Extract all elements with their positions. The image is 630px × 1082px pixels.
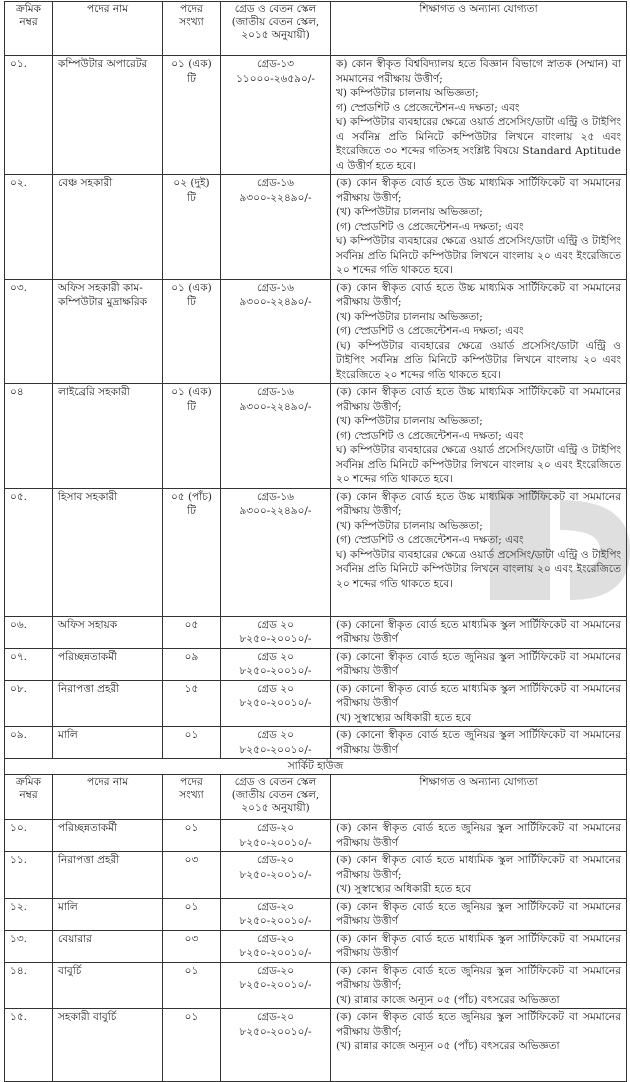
table-row [5, 930, 627, 962]
table-row [5, 279, 627, 384]
qualification-item: (খ) রান্নার কাজে অন্যূন ০৫ (পাঁচ) বৎসরের অভিজ্ঞতা [336, 993, 560, 1006]
serial-cell: ০৫. [5, 488, 53, 616]
table-row [5, 175, 627, 280]
serial-header: ক্রমিক নম্বর [5, 775, 53, 820]
grade-scale-cell: গ্রেড-২০ ৮২৫০-২০০১০/- [221, 962, 331, 1009]
post-count-cell: ১৫ [163, 680, 221, 727]
job-vacancy-table [4, 1, 627, 1082]
qualification-cell [331, 1009, 627, 1082]
grade-scale-cell: গ্রেড-২০ ৮২৫০-২০০১০/- [221, 852, 331, 899]
post-name-cell: অফিস সহকারী কাম-কম্পিউটার মুদ্রাক্ষরিক [53, 279, 163, 384]
serial-cell: ০৩. [5, 279, 53, 384]
post-count-cell: ০৫ (পাঁচ) টি [163, 488, 221, 616]
grade-scale-header: গ্রেড ও বেতন স্কেল (জাতীয় বেতন স্কেল, ২০১৫ অনুযায়ী) [221, 775, 331, 820]
serial-header: ক্রমিক নম্বর [5, 2, 53, 56]
serial-cell: ০২. [5, 175, 53, 280]
qualification-item: (খ) সুস্বাস্থ্যের অধিকারী হতে হবে [336, 883, 472, 895]
post-count-header: পদের সংখ্যা [163, 775, 221, 820]
qualification-cell [331, 930, 627, 962]
post-count-cell: ০৯ [163, 648, 221, 680]
serial-cell: ১৪. [5, 962, 53, 1009]
qualification-item: (ক) কোনো স্বীকৃত বোর্ড হতে মাধ্যমিক স্কুল সার্টিফিকেট বা সমমানের পরীক্ষায় উত্তীর্ণ [336, 682, 621, 709]
post-name-cell: পরিচ্ছন্নতাকর্মী [53, 648, 163, 680]
table-row [5, 56, 627, 175]
table-row [5, 680, 627, 727]
qualification-cell [331, 680, 627, 727]
qualification-item: (ক) কোন স্বীকৃত বোর্ড হতে উচ্চ মাধ্যমিক সার্টিফিকেট বা সমমানের পরীক্ষায় উত্তীর্ণ; [336, 281, 621, 308]
grade-scale-cell: গ্রেড-১৬ ৯৩০০-২২৪৯০/- [221, 175, 331, 280]
qualification-cell [331, 616, 627, 648]
serial-cell: ০৮. [5, 680, 53, 727]
qualification-item: (খ) কম্পিউটার চালনায় অভিজ্ঞতা; [336, 519, 483, 532]
post-count-cell: ০৩ [163, 930, 221, 962]
serial-cell: ০১. [5, 56, 53, 175]
grade-scale-cell: গ্রেড-১৬ ৯৩০০-২২৪৯০/- [221, 488, 331, 616]
qualification-item: (খ) রান্নার কাজে অন্যূন ০৫ (পাঁচ) বৎসরের অভিজ্ঞতা [336, 1040, 560, 1052]
qualification-item: (গ) স্প্রেডশিট ও প্রেজেন্টেশন-এ দক্ষতা; এবং [336, 325, 524, 337]
post-name-cell: বাবুর্চি [53, 962, 163, 1009]
table-header-row [5, 2, 627, 56]
table-row [5, 488, 627, 616]
qualification-cell [331, 279, 627, 384]
post-name-cell: নিরাপত্তা প্রহরী [53, 852, 163, 899]
qualification-item: (গ) স্প্রেডশিট ও প্রেজেন্টেশন-এ দক্ষতা; এবং [336, 429, 524, 442]
post-count-cell: ০২ (দুই) টি [163, 175, 221, 280]
qualification-item: (ক) কোন স্বীকৃত বোর্ড হতে মাধ্যমিক স্কুল সার্টিফিকেট বা সমমানের পরীক্ষায় উত্তীর্ণ; [336, 854, 621, 881]
post-name-cell: মালি [53, 727, 163, 759]
post-name-cell: সহকারী বাবুর্চি [53, 1009, 163, 1082]
grade-scale-cell: গ্রেড-১৬ ৯৩০০-২২৪৯০/- [221, 384, 331, 489]
qualification-cell [331, 175, 627, 280]
qualification-item: (গ) স্প্রেডশিট ও প্রেজেন্টেশন-এ দক্ষতা; এবং [336, 534, 524, 546]
post-name-cell: নিরাপত্তা প্রহরী [53, 680, 163, 727]
table-row [5, 648, 627, 680]
post-count-cell: ০৩ [163, 852, 221, 899]
table-body [5, 2, 627, 1082]
qualification-item: ঘ) কম্পিউটার ব্যবহারের ক্ষেত্রে ওয়ার্ড প্রসেসিং/ডাটা এন্ট্রি ও টাইপিং এ সর্বনিম্ন প্রতি মিনিটে কম্পিউটার লিখনে বাংলায় ২৫ এবং ইংরেজিতে ৩০ শব্দের গতিসহ সংশ্লিষ্ট বিষয়ে Standard Aptitude এ উত্তীর্ণ হতে হবে। [336, 116, 621, 172]
qualification-item: গ) স্প্রেডশিট ও প্রেজেন্টেশন-এ দক্ষতা; এবং [336, 101, 520, 114]
qualification-item: ক) কোন স্বীকৃত বিশ্ববিদ্যালয় হতে বিজ্ঞান বিভাগে স্নাতক (সম্মান) বা সমমানের পরীক্ষায় উত্তীর্ণ; [336, 58, 621, 85]
qualification-item: (ক) কোন স্বীকৃত বোর্ড হতে মাধ্যমিক স্কুল সার্টিফিকেট বা সমমানের পরীক্ষায় উত্তীর্ণ [336, 932, 621, 959]
grade-scale-cell: গ্রেড-২০ ৮২৫০-২০০১০/- [221, 898, 331, 930]
grade-scale-cell: গ্রেড-১৬ ৯৩০০-২২৪৯০/- [221, 279, 331, 384]
qualification-item: (ক) কোনো স্বীকৃত বোর্ড হতে জুনিয়র স্কুল সার্টিফিকেট বা সমমানের পরীক্ষায় উত্তীর্ণ [336, 650, 621, 677]
qualification-item: খ) কম্পিউটার চালনায় অভিজ্ঞতা; [336, 87, 479, 99]
qualification-item: (ক) কোন স্বীকৃত বোর্ড হতে উচ্চ মাধ্যমিক সার্টিফিকেট বা সমমানের পরীক্ষায় উত্তীর্ণ; [336, 490, 621, 517]
qualification-cell [331, 56, 627, 175]
grade-scale-cell: গ্রেড ২০ ৮২৫০-২০০১০/- [221, 616, 331, 648]
serial-cell: ১২. [5, 898, 53, 930]
grade-scale-cell: গ্রেড-২০ ৮২৫০-২০০১০/- [221, 1009, 331, 1082]
table-header-row [5, 775, 627, 820]
post-name-cell: অফিস সহায়ক [53, 616, 163, 648]
serial-cell: ১৩. [5, 930, 53, 962]
grade-scale-cell: গ্রেড-২০ ৮২৫০-২০০১০/- [221, 820, 331, 852]
grade-scale-cell: গ্রেড ২০ ৮২৫০-২০০১০/- [221, 727, 331, 759]
post-count-header: পদের সংখ্যা [163, 2, 221, 56]
post-name-cell: মালি [53, 898, 163, 930]
post-name-header: পদের নাম [53, 2, 163, 56]
qualification-item: (খ) সুস্বাস্থ্যের অধিকারী হতে হবে [336, 711, 472, 724]
qualification-item: (খ) কম্পিউটার চালনায় অভিজ্ঞতা; [336, 415, 483, 427]
qualification-item: (খ) কম্পিউটার চালনায় অভিজ্ঞতা; [336, 310, 483, 323]
qualification-item: (ক) কোনো স্বীকৃত বোর্ড হতে মাধ্যমিক স্কুল সার্টিফিকেট বা সমমানের পরীক্ষায় উত্তীর্ণ [336, 618, 621, 645]
qualification-item: (ক) কোন স্বীকৃত বোর্ড হতে জুনিয়র স্কুল সার্টিফিকেট বা সমমানের পরীক্ষায় উত্তীর্ণ; [336, 964, 621, 991]
qualification-item: (ক) কোন স্বীকৃত বোর্ড হতে জুনিয়র স্কুল সার্টিফিকেট বা সমমানের পরীক্ষায় উত্তীর্ণ [336, 822, 621, 849]
post-count-cell: ০১ [163, 1009, 221, 1082]
serial-cell: ০৪ [5, 384, 53, 489]
qualification-item: (ক) কোনো স্বীকৃত বোর্ড হতে জুনিয়র স্কুল সার্টিফিকেট বা সমমানের পরীক্ষায় উত্তীর্ণ [336, 729, 621, 756]
serial-cell: ১০. [5, 820, 53, 852]
grade-scale-cell: গ্রেড ২০ ৮২৫০-২০০১০/- [221, 680, 331, 727]
grade-scale-header: গ্রেড ও বেতন স্কেল (জাতীয় বেতন স্কেল, ২০১৫ অনুযায়ী) [221, 2, 331, 56]
serial-cell: ১৫. [5, 1009, 53, 1082]
post-name-cell: কম্পিউটার অপারেটর [53, 56, 163, 175]
qualification-item: ঘ) কম্পিউটার ব্যবহারের ক্ষেত্রে ওয়ার্ড প্রসেসিং/ডাটা এন্ট্রি ও টাইপিং সর্বনিম্ন প্রতি মিনিটে কম্পিউটার লিখনে বাংলায় ২০ এবং ইংরেজিতে ২০ শব্দের গতি থাকতে হবে। [336, 548, 621, 590]
qualification-cell [331, 384, 627, 489]
qualification-cell [331, 898, 627, 930]
qualification-item: (ক) কোন স্বীকৃত বোর্ড হতে উচ্চ মাধ্যমিক সার্টিফিকেট বা সমমানের পরীক্ষায় উত্তীর্ণ; [336, 386, 621, 413]
table-row [5, 727, 627, 759]
qualification-cell [331, 852, 627, 899]
qualification-header: শিক্ষাগত ও অন্যান্য যোগ্যতা [331, 775, 627, 820]
serial-cell: ০৭. [5, 648, 53, 680]
qualification-item: (ক) কোন স্বীকৃত বোর্ড হতে জুনিয়র স্কুল সার্টিফিকেট বা সমমানের পরীক্ষায় উত্তীর্ণ; [336, 1011, 621, 1038]
table-row [5, 852, 627, 899]
post-name-cell: লাইব্রেরি সহকারী [53, 384, 163, 489]
table-row [5, 1009, 627, 1082]
post-count-cell: ০৫ [163, 616, 221, 648]
grade-scale-cell: গ্রেড-২০ ৮২৫০-২০০১০/- [221, 930, 331, 962]
table-row [5, 384, 627, 489]
post-name-cell: পরিচ্ছন্নতাকর্মী [53, 820, 163, 852]
qualification-cell [331, 820, 627, 852]
qualification-cell [331, 648, 627, 680]
qualification-cell [331, 962, 627, 1009]
section-title: সার্কিট হাউজ [5, 759, 627, 775]
post-name-cell: হিসাব সহকারী [53, 488, 163, 616]
qualification-item: (গ) স্প্রেডশিট ও প্রেজেন্টেশন-এ দক্ষতা; এবং [336, 220, 524, 233]
qualification-item: (ঘ) কম্পিউটার ব্যবহারের ক্ষেত্রে ওয়ার্ড প্রসেসিং/ডাটা এন্ট্রি ও টাইপিং সর্বনিম্ন প্রতি মিনিটে কম্পিউটার লিখনে বাংলায় ২০ এবং ইংরেজিতে ২০ শব্দের গতি থাকতে হবে। [336, 339, 621, 381]
table-row [5, 962, 627, 1009]
post-name-cell: বেয়ারার [53, 930, 163, 962]
qualification-item: (ক) কোন স্বীকৃত বোর্ড হতে জুনিয়র স্কুল সার্টিফিকেট বা সমমানের পরীক্ষায় উত্তীর্ণ [336, 900, 621, 927]
qualification-item: (ক) কোন স্বীকৃত বোর্ড হতে উচ্চ মাধ্যমিক সার্টিফিকেট বা সমমানের পরীক্ষায় উত্তীর্ণ; [336, 177, 621, 204]
post-name-header: পদের নাম [53, 775, 163, 820]
qualification-item: (খ) কম্পিউটার চালনায় অভিজ্ঞতা; [336, 206, 483, 218]
section-row [5, 759, 627, 775]
table-row [5, 820, 627, 852]
post-count-cell: ০১ [163, 727, 221, 759]
grade-scale-cell: গ্রেড ২০ ৮২৫০-২০০১০/- [221, 648, 331, 680]
post-count-cell: ০১ (এক) টি [163, 56, 221, 175]
post-count-cell: ০১ [163, 962, 221, 1009]
qualification-cell [331, 727, 627, 759]
grade-scale-cell: গ্রেড-১৩ ১১০০০-২৬৫৯০/- [221, 56, 331, 175]
qualification-header: শিক্ষাগত ও অন্যান্য যোগ্যতা [331, 2, 627, 56]
table-row [5, 898, 627, 930]
qualification-item: ঘ) কম্পিউটার ব্যবহারের ক্ষেত্রে ওয়ার্ড প্রসেসিং/ডাটা এন্ট্রি ও টাইপিং সর্বনিম্ন প্রতি মিনিটে কম্পিউটার লিখনে বাংলায় ২০ এবং ইংরেজিতে ২০ শব্দের গতি থাকতে হবে। [336, 444, 621, 485]
post-count-cell: ০১ [163, 820, 221, 852]
table-row [5, 616, 627, 648]
post-count-cell: ০১ [163, 898, 221, 930]
post-count-cell: ০১ (এক) টি [163, 384, 221, 489]
serial-cell: ০৯. [5, 727, 53, 759]
serial-cell: ১১. [5, 852, 53, 899]
qualification-cell [331, 488, 627, 616]
post-count-cell: ০১ (এক) টি [163, 279, 221, 384]
qualification-item: ঘ) কম্পিউটার ব্যবহারের ক্ষেত্রে ওয়ার্ড প্রসেসিং/ডাটা এন্ট্রি ও টাইপিং সর্বনিম্ন প্রতি মিনিটে কম্পিউটার লিখনে বাংলায় ২০ এবং ইংরেজিতে ২০ শব্দের গতি থাকতে হবে। [336, 235, 621, 276]
post-name-cell: বেঞ্চ সহকারী [53, 175, 163, 280]
serial-cell: ০৬. [5, 616, 53, 648]
